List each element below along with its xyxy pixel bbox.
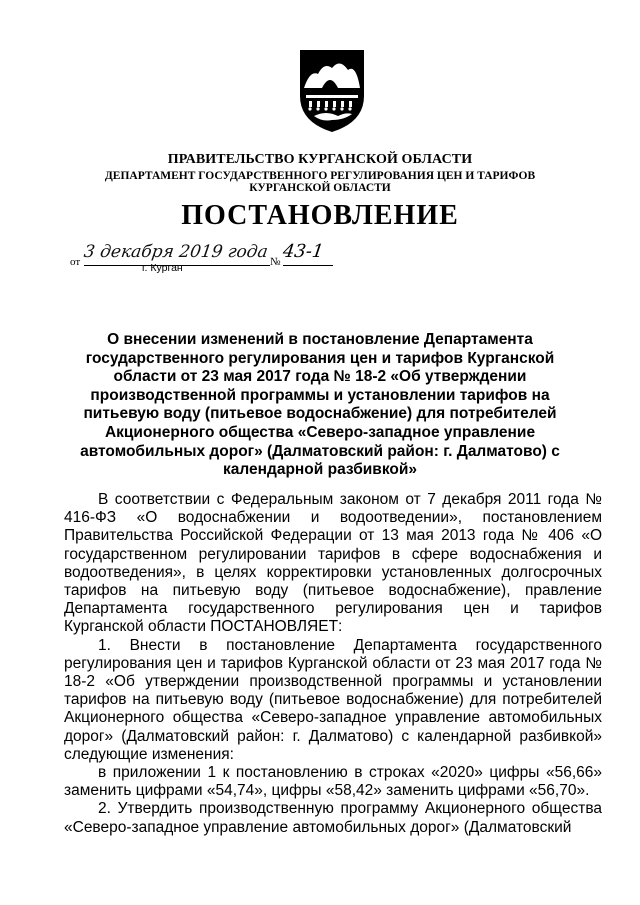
number-prefix: № (270, 256, 281, 268)
issue-city: г. Курган (142, 262, 183, 274)
resolution-body (64, 491, 602, 837)
body-paragraph-item-2: 2. Утвердить производственную программу Акционерного общества «Северо-западное управление автомобильных дорог» (Далматовский (64, 800, 602, 836)
document-type-title: ПОСТАНОВЛЕНИЕ (181, 200, 459, 231)
org-line-department-1: ДЕПАРТАМЕНТ ГОСУДАРСТВЕННОГО РЕГУЛИРОВАНИЯ ЦЕН И ТАРИФОВ (104, 170, 536, 182)
date-number-line (70, 242, 430, 272)
resolution-subject: О внесении изменений в постановление Департамента государственного регулирования цен и тарифов Курганской области от 23 мая 2017 года № 18-2 «Об утверждении производственной программы и установлении тарифов на питьевую воду (питьевое водоснабжение) для потребителей Акционерного общества «Северо-западное управление автомобильных дорог» (Далматовский район: г. Далматово) с календарной разбивкой» (80, 331, 560, 479)
org-line-department-2: КУРГАНСКОЙ ОБЛАСТИ (249, 182, 391, 194)
org-line-government: ПРАВИТЕЛЬСТВО КУРГАНСКОЙ ОБЛАСТИ (167, 152, 473, 167)
number-underline (283, 265, 333, 266)
body-paragraph-preamble: В соответствии с Федеральным законом от 7 декабря 2011 года № 416-ФЗ «О водоснабжении и водоотведении», постановлением Правительства Российской Федерации от 13 мая 2013 года № 406 «О государственном регулировании тарифов в сфере водоснабжения и водоотведения», в целях корректировки установленных долгосрочных тарифов на питьевую воду (питьевое водоснабжение), правление Департамента государственного регулирования цен и тарифов Курганской области ПОСТАНОВЛЯЕТ: (64, 491, 602, 636)
body-paragraph-item-1: 1. Внести в постановление Департамента государственного регулирования цен и тарифов Курганской области от 23 мая 2017 года № 18-2 «Об утверждении производственной программы и установлении тарифов на питьевую воду (питьевое водоснабжение) для потребителей Акционерного общества «Северо-западное управление автомобильных дорог» (Далматовский район: г. Далматово) с календарной разбивкой» следующие изменения: (64, 636, 602, 763)
handwritten-number: 43-1 (281, 241, 325, 262)
date-prefix: от (70, 256, 81, 268)
body-paragraph-amendment: в приложении 1 к постановлению в строках «2020» цифры «56,66» заменить цифрами «54,74», цифры «58,42» заменить цифрами «56,70». (64, 764, 602, 800)
coat-of-arms-icon (296, 48, 368, 134)
org-line-department (0, 170, 640, 194)
handwritten-date: 3 декабря 2019 года (82, 242, 270, 262)
